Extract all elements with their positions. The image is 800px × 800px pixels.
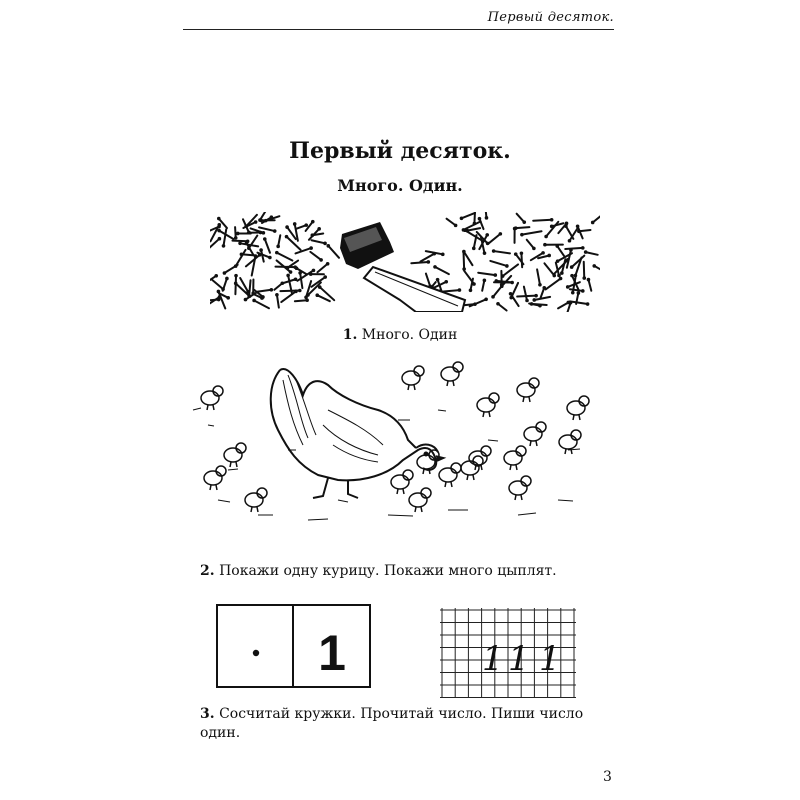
counting-card: [216, 604, 371, 688]
chick-icon: [439, 463, 461, 487]
task-1: [0, 327, 800, 343]
task-3-number: 3.: [200, 706, 215, 722]
task-3: [200, 705, 620, 743]
task-3-text: Сосчитай кружки. Прочитай число. Пиши число один.: [200, 706, 584, 741]
chick-icon: [469, 446, 491, 470]
chick-icon: [391, 470, 413, 494]
hen-chicks-illustration: [188, 350, 600, 530]
chick-icon: [201, 386, 223, 410]
nails-hammer-illustration: [210, 212, 600, 312]
chick-icon: [504, 446, 526, 470]
hammer-icon: [340, 222, 465, 312]
task-1-text: Много. Один: [357, 327, 458, 343]
header-rule: [183, 29, 614, 30]
section-title: Первый десяток.: [289, 138, 511, 164]
chick-icon: [559, 430, 581, 454]
running-header: Первый десяток.: [487, 10, 614, 25]
grid-digit: 1: [508, 639, 530, 679]
chicks-group: [201, 362, 589, 512]
writing-grid: [440, 608, 576, 698]
task-1-number: 1.: [342, 327, 358, 343]
chick-icon: [524, 422, 546, 446]
chick-icon: [461, 456, 483, 480]
chick-icon: [204, 466, 226, 490]
chick-icon: [402, 366, 424, 390]
chick-icon: [517, 378, 539, 402]
grid-digit: 1: [539, 639, 561, 679]
card-digit: 1: [318, 625, 346, 681]
grid-digit: 1: [482, 639, 504, 679]
chick-icon: [224, 443, 246, 467]
page-number: 3: [603, 769, 612, 785]
chick-icon: [409, 488, 431, 512]
chick-icon: [567, 396, 589, 420]
chick-icon: [509, 476, 531, 500]
nails-left-group: [210, 212, 339, 308]
counting-dot: [253, 650, 259, 656]
section-subtitle: Много. Один.: [337, 176, 463, 195]
task-2-text: Покажи одну курицу. Покажи много цыплят.: [214, 563, 557, 579]
task-2-number: 2.: [200, 563, 215, 579]
hen-icon: [271, 369, 444, 498]
chick-icon: [477, 393, 499, 417]
task-2: [200, 562, 620, 581]
chick-icon: [441, 362, 463, 386]
chick-icon: [245, 488, 267, 512]
